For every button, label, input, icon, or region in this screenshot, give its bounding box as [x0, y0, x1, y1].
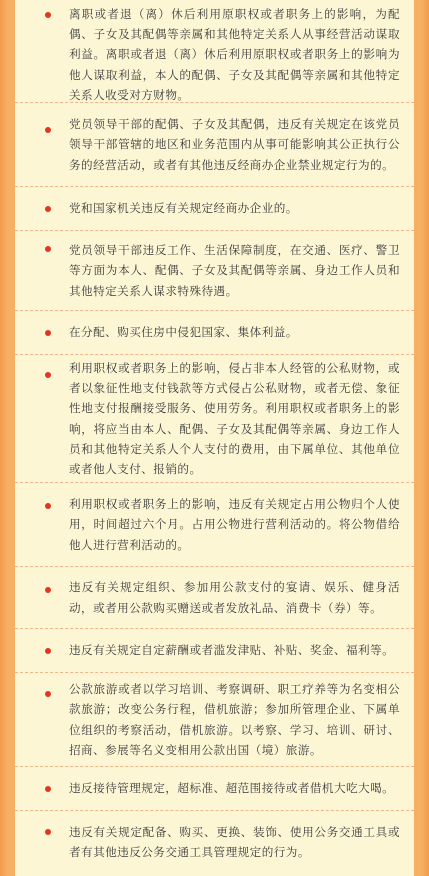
list-item [15, 811, 414, 873]
bullet-dot-icon [45, 786, 51, 792]
bullet-dot-icon [45, 648, 51, 654]
bullet-dot-icon [45, 691, 51, 697]
item-text: 违反接待管理规定，超标准、超范围接待或者借机大吃大喝。 [69, 781, 395, 796]
content-card [15, 0, 414, 876]
bullet-dot-icon [45, 330, 51, 336]
bullet-dot-icon [45, 127, 51, 133]
item-text: 利用职权或者职务上的影响，侵占非本人经管的公私财物，或者以象征性地支付钱款等方式侵占公私财物，或者无偿、象征性地支付报酬接受服务、使用劳务。利用职权或者职务上的影响，将应当由本人、配偶、子女及其配偶等亲属、身边工作人员和其他特定关系人个人支付的费用，由下属单位、其他单位或者他人支付、报销的。 [69, 360, 400, 476]
item-text: 党员领导干部违反工作、生活保障制度，在交通、医疗、警卫等方面为本人、配偶、子女及其配偶等亲属、身边工作人员和其他特定关系人谋求特殊待遇。 [69, 243, 400, 298]
list-item [15, 103, 414, 187]
bullet-dot-icon [45, 12, 51, 18]
item-text: 违反有关规定自定薪酬或者滥发津贴、补贴、奖金、福利等。 [69, 643, 395, 658]
list-item [15, 311, 414, 355]
item-text: 利用职权或者职务上的影响，违反有关规定占用公物归个人使用，时间超过六个月。占用公物进行营利活动的。将公物借给他人进行营利活动的。 [69, 497, 400, 552]
list-item [15, 767, 414, 811]
bullet-dot-icon [45, 587, 51, 593]
list-item [15, 629, 414, 673]
item-text: 违反有关规定组织、参加用公款支付的宴请、娱乐、健身活动，或者用公款购买赠送或者发放礼品、消费卡（券）等。 [69, 580, 400, 615]
item-text: 违反有关规定配备、购买、更换、装饰、使用公务交通工具或者有其他违反公务交通工具管理规定的行为。 [69, 824, 400, 859]
item-text: 离职或者退（离）休后利用原职权或者职务上的影响，为配偶、子女及其配偶等亲属和其他特定关系人从事经营活动谋取利益。离职或者退（离）休后利用原职权或者职务上的影响为他人谋取利益，本人的配偶、子女及其配偶等亲属和其他特定关系人收受对方财物。 [69, 7, 400, 102]
list-item [15, 567, 414, 629]
list-item [15, 187, 414, 231]
list-item [15, 0, 414, 103]
list-item [15, 231, 414, 311]
bullet-dot-icon [45, 503, 51, 509]
item-text: 公款旅游或者以学习培训、考察调研、职工疗养等为名变相公款旅游；改变公务行程，借机旅游；参加所管理企业、下属单位组织的考察活动，借机旅游。以考察、学习、培训、研讨、招商、参展等名义变相用公款出国（境）旅游。 [69, 682, 400, 757]
bullet-dot-icon [45, 246, 51, 252]
item-text: 党员领导干部的配偶、子女及其配偶，违反有关规定在该党员领导干部管辖的地区和业务范围内从事可能影响其公正执行公务的经营活动，或者有其他违反经商办企业禁业规定行为的。 [69, 117, 400, 172]
list-item [15, 483, 414, 567]
item-text: 在分配、购买住房中侵犯国家、集体利益。 [69, 325, 298, 340]
item-text: 党和国家机关违反有关规定经商办企业的。 [69, 201, 298, 216]
bullet-dot-icon [45, 829, 51, 835]
list-item [15, 673, 414, 767]
bullet-dot-icon [45, 372, 51, 378]
list-item [15, 355, 414, 483]
bullet-dot-icon [45, 206, 51, 212]
